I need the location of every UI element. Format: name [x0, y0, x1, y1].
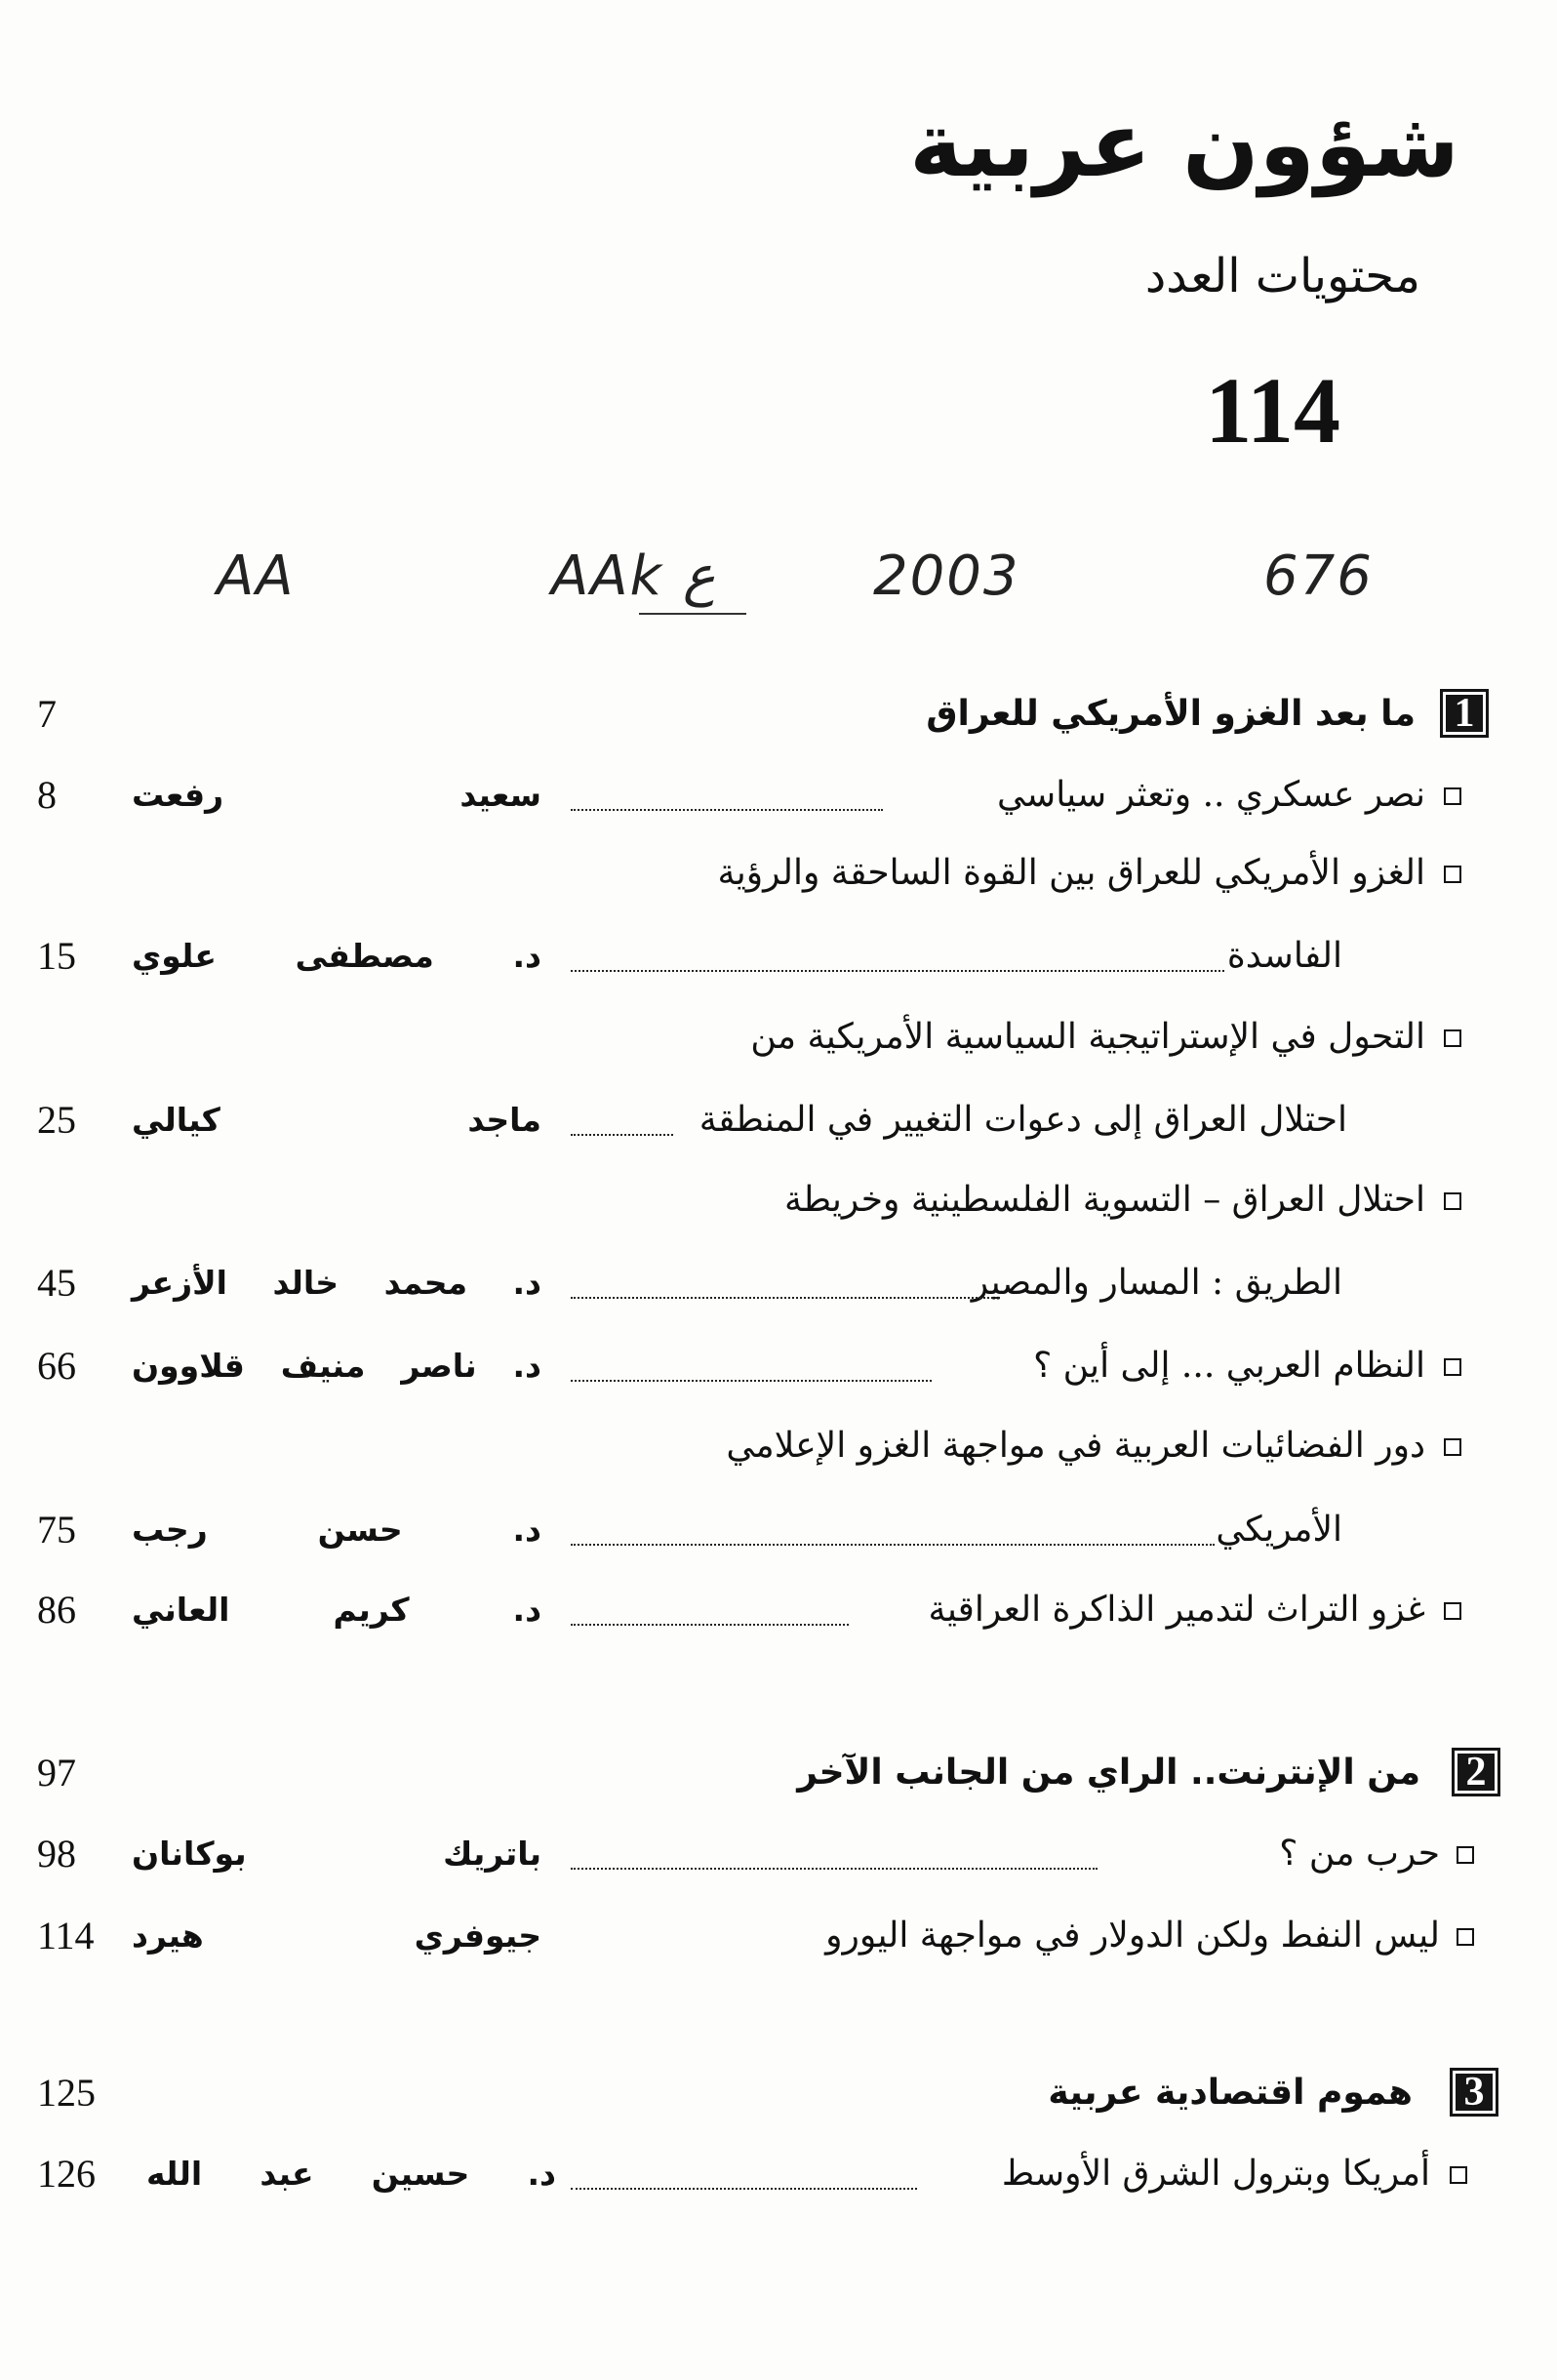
checkbox-icon — [1444, 1192, 1461, 1210]
checkbox-icon — [1444, 1358, 1461, 1376]
article-author: د. مصطفى علوي — [132, 937, 541, 975]
article-author: د. كريم العاني — [132, 1591, 541, 1629]
page-number: 126 — [37, 2152, 96, 2196]
checkbox-icon — [1457, 1928, 1474, 1946]
dotted-leader — [571, 1624, 849, 1626]
section-header — [0, 2064, 1557, 2122]
article-author: ماجد كيالي — [132, 1101, 541, 1139]
issue-number: 114 — [1205, 358, 1340, 463]
page-number: 8 — [37, 773, 57, 817]
toc-entry-continuation[interactable] — [0, 1501, 1557, 1559]
checkbox-icon — [1444, 1438, 1461, 1456]
checkbox-icon — [1444, 787, 1461, 805]
section-number-badge: 1 — [1440, 689, 1489, 738]
checkbox-icon — [1457, 1846, 1474, 1864]
page-number: 125 — [37, 2071, 96, 2115]
checkbox-icon — [1444, 866, 1461, 883]
issue-label: محتويات العدد — [1144, 249, 1420, 303]
article-author: باتريك بوكانان — [132, 1835, 541, 1873]
toc-entry[interactable] — [0, 1417, 1557, 1475]
toc-entry-continuation[interactable] — [0, 927, 1557, 986]
page-number: 97 — [37, 1751, 76, 1795]
article-title: ليس النفط ولكن الدولار في مواجهة اليورو — [825, 1916, 1440, 1956]
article-author: د. حسن رجب — [132, 1511, 541, 1549]
handwritten-underline — [639, 613, 746, 615]
toc-entry[interactable] — [0, 1581, 1557, 1639]
toc-entry[interactable] — [0, 2145, 1557, 2203]
article-title-continuation: الفاسدة — [1226, 936, 1342, 976]
section-number-badge: 3 — [1450, 2068, 1498, 2117]
article-title: حرب من ؟ — [1279, 1834, 1440, 1874]
article-title: النظام العربي ... إلى أين ؟ — [1033, 1346, 1425, 1386]
checkbox-icon — [1450, 2166, 1467, 2184]
article-title-continuation: احتلال العراق إلى دعوات التغيير في المنطقة — [699, 1100, 1347, 1140]
toc-entry[interactable] — [0, 844, 1557, 903]
page-number: 75 — [37, 1508, 76, 1552]
toc-entry[interactable] — [0, 1825, 1557, 1883]
page-number: 15 — [37, 934, 76, 978]
section-header — [0, 1744, 1557, 1802]
article-title-continuation: الأمريكي — [1216, 1510, 1342, 1550]
article-author: د. ناصر منيف قلاوون — [132, 1347, 541, 1385]
article-author: د. محمد خالد الأزعر — [132, 1264, 541, 1302]
handwritten-note: 2003 — [873, 545, 1020, 608]
page-number: 7 — [37, 692, 57, 736]
dotted-leader — [571, 1134, 673, 1136]
page-number: 66 — [37, 1344, 76, 1388]
toc-entry[interactable] — [0, 1337, 1557, 1395]
dotted-leader — [571, 1868, 1098, 1870]
dotted-leader — [571, 1544, 1215, 1546]
toc-entry[interactable] — [0, 766, 1557, 825]
article-title-continuation: الطريق : المسار والمصير — [971, 1263, 1342, 1303]
article-title: الغزو الأمريكي للعراق بين القوة الساحقة والرؤية — [717, 853, 1425, 893]
page-number: 98 — [37, 1832, 76, 1876]
dotted-leader — [571, 2188, 917, 2190]
toc-entry[interactable] — [0, 1171, 1557, 1230]
handwritten-note: 676 — [1263, 545, 1374, 608]
dotted-leader — [571, 970, 1224, 972]
toc-entry[interactable] — [0, 1907, 1557, 1965]
section-number-badge: 2 — [1452, 1748, 1500, 1796]
page-number: 114 — [37, 1914, 95, 1957]
article-title: أمريكا وبترول الشرق الأوسط — [1001, 2154, 1430, 2194]
article-title: احتلال العراق – التسوية الفلسطينية وخريطة — [784, 1180, 1425, 1220]
magazine-title: شؤون عربية — [909, 93, 1459, 197]
article-title: دور الفضائيات العربية في مواجهة الغزو الإعلامي — [726, 1426, 1425, 1466]
page-number: 45 — [37, 1261, 76, 1305]
section-title: هموم اقتصادية عربية — [1048, 2073, 1413, 2113]
article-author: سعيد رفعت — [132, 776, 541, 814]
checkbox-icon — [1444, 1602, 1461, 1620]
toc-entry-continuation[interactable] — [0, 1091, 1557, 1150]
article-title: التحول في الإستراتيجية السياسية الأمريكية من — [750, 1017, 1425, 1057]
article-title: نصر عسكري .. وتعثر سياسي — [997, 775, 1425, 815]
section-title: من الإنترنت.. الراي من الجانب الآخر — [797, 1753, 1420, 1793]
dotted-leader — [571, 809, 883, 811]
handwritten-note: AAk ع — [551, 545, 716, 608]
dotted-leader — [571, 1380, 932, 1382]
article-title: غزو التراث لتدمير الذاكرة العراقية — [928, 1590, 1425, 1630]
article-author: د. حسين عبد الله — [146, 2155, 556, 2193]
page-number: 25 — [37, 1098, 76, 1142]
checkbox-icon — [1444, 1029, 1461, 1047]
article-author: جيوفري هيرد — [132, 1916, 541, 1955]
page-number: 86 — [37, 1588, 76, 1632]
toc-entry-continuation[interactable] — [0, 1254, 1557, 1312]
handwritten-note: AA — [217, 545, 296, 608]
section-title: ما بعد الغزو الأمريكي للعراق — [926, 694, 1416, 734]
dotted-leader — [571, 1297, 1000, 1299]
section-header — [0, 685, 1557, 744]
toc-entry[interactable] — [0, 1008, 1557, 1067]
